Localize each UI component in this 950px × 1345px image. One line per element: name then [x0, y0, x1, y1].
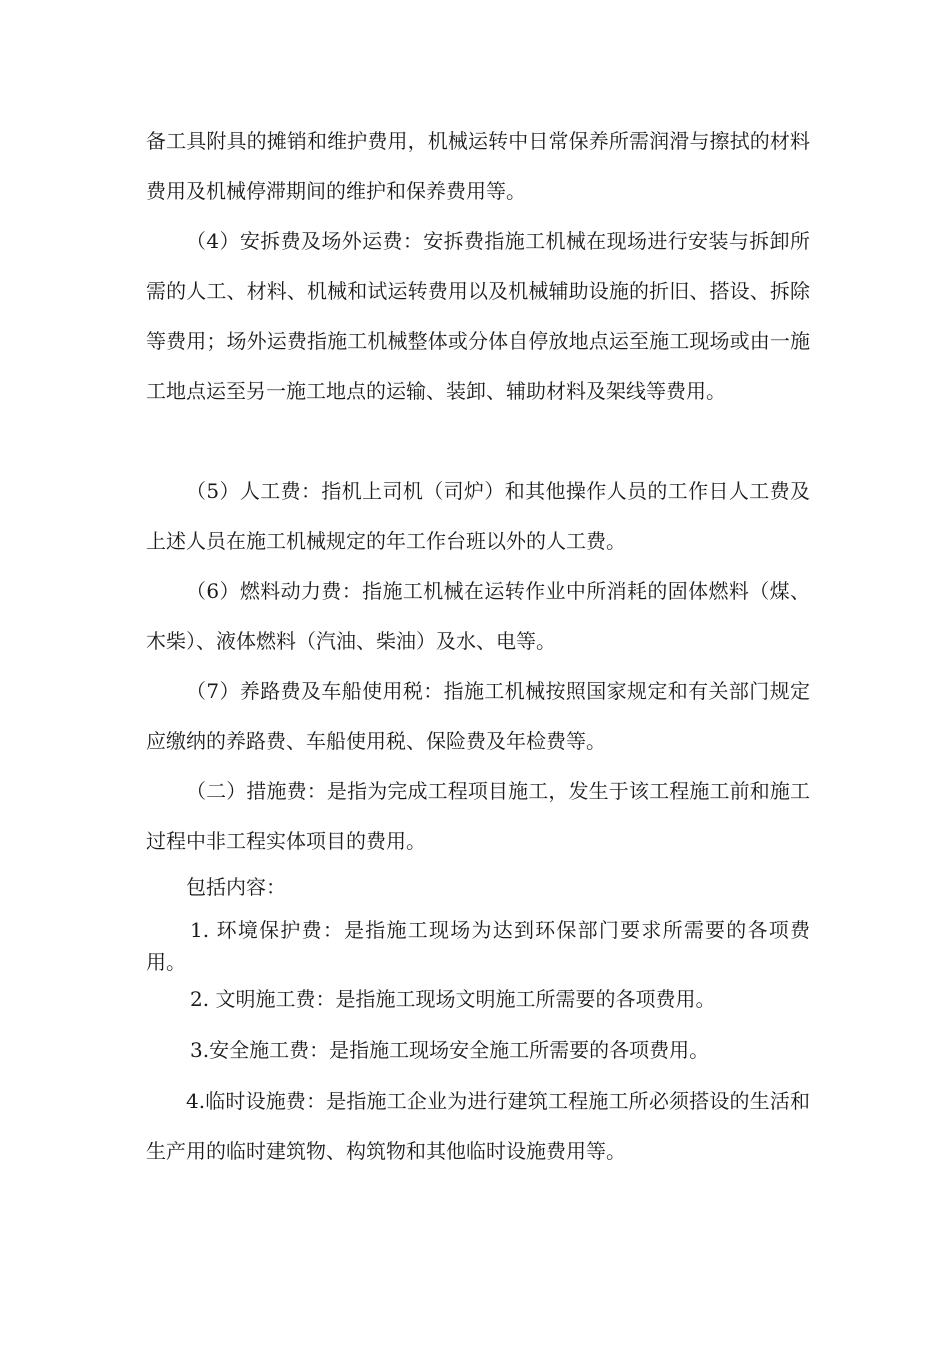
paragraph-includes-heading: 包括内容：: [186, 875, 286, 899]
list-item-civilized-construction: 2. 文明施工费：是指施工现场文明施工所需要的各项费用。: [190, 987, 716, 1011]
list-item-environmental-protection: 1. 环境保护费：是指施工现场为达到环保部门要求所需要的各项费用。: [146, 918, 810, 974]
paragraph-fuel-power-fee: （6）燃料动力费：指施工机械在运转作业中所消耗的固体燃料（煤、木柴）、液体燃料（汽油、柴油）及水、电等。: [146, 579, 810, 653]
paragraph-labor-fee: （5）人工费：指机上司机（司炉）和其他操作人员的工作日人工费及上述人员在施工机械规定的年工作台班以外的人工费。: [146, 479, 810, 553]
paragraph-road-vehicle-tax: （7）养路费及车船使用税：指施工机械按照国家规定和有关部门规定应缴纳的养路费、车船使用税、保险费及年检费等。: [146, 679, 810, 753]
paragraph-machine-maintenance: 备工具附具的摊销和维护费用，机械运转中日常保养所需润滑与擦拭的材料费用及机械停滞期间的维护和保养费用等。: [146, 129, 810, 203]
list-item-safe-construction: 3.安全施工费：是指施工现场安全施工所需要的各项费用。: [190, 1038, 710, 1062]
list-item-temporary-facilities: 4.临时设施费：是指施工企业为进行建筑工程施工所必须搭设的生活和生产用的临时建筑物、构筑物和其他临时设施费用等。: [146, 1089, 810, 1163]
paragraph-measure-fee: （二）措施费：是指为完成工程项目施工，发生于该工程施工前和施工过程中非工程实体项目的费用。: [146, 779, 810, 853]
paragraph-installation-transport-fee: （4）安拆费及场外运费：安拆费指施工机械在现场进行安装与拆卸所需的人工、材料、机械和试运转费用以及机械辅助设施的折旧、搭设、拆除等费用；场外运费指施工机械整体或分体自停放地点运至施工现场或由一施工地点运至另一施工地点的运输、装卸、辅助材料及架线等费用。: [146, 229, 810, 403]
